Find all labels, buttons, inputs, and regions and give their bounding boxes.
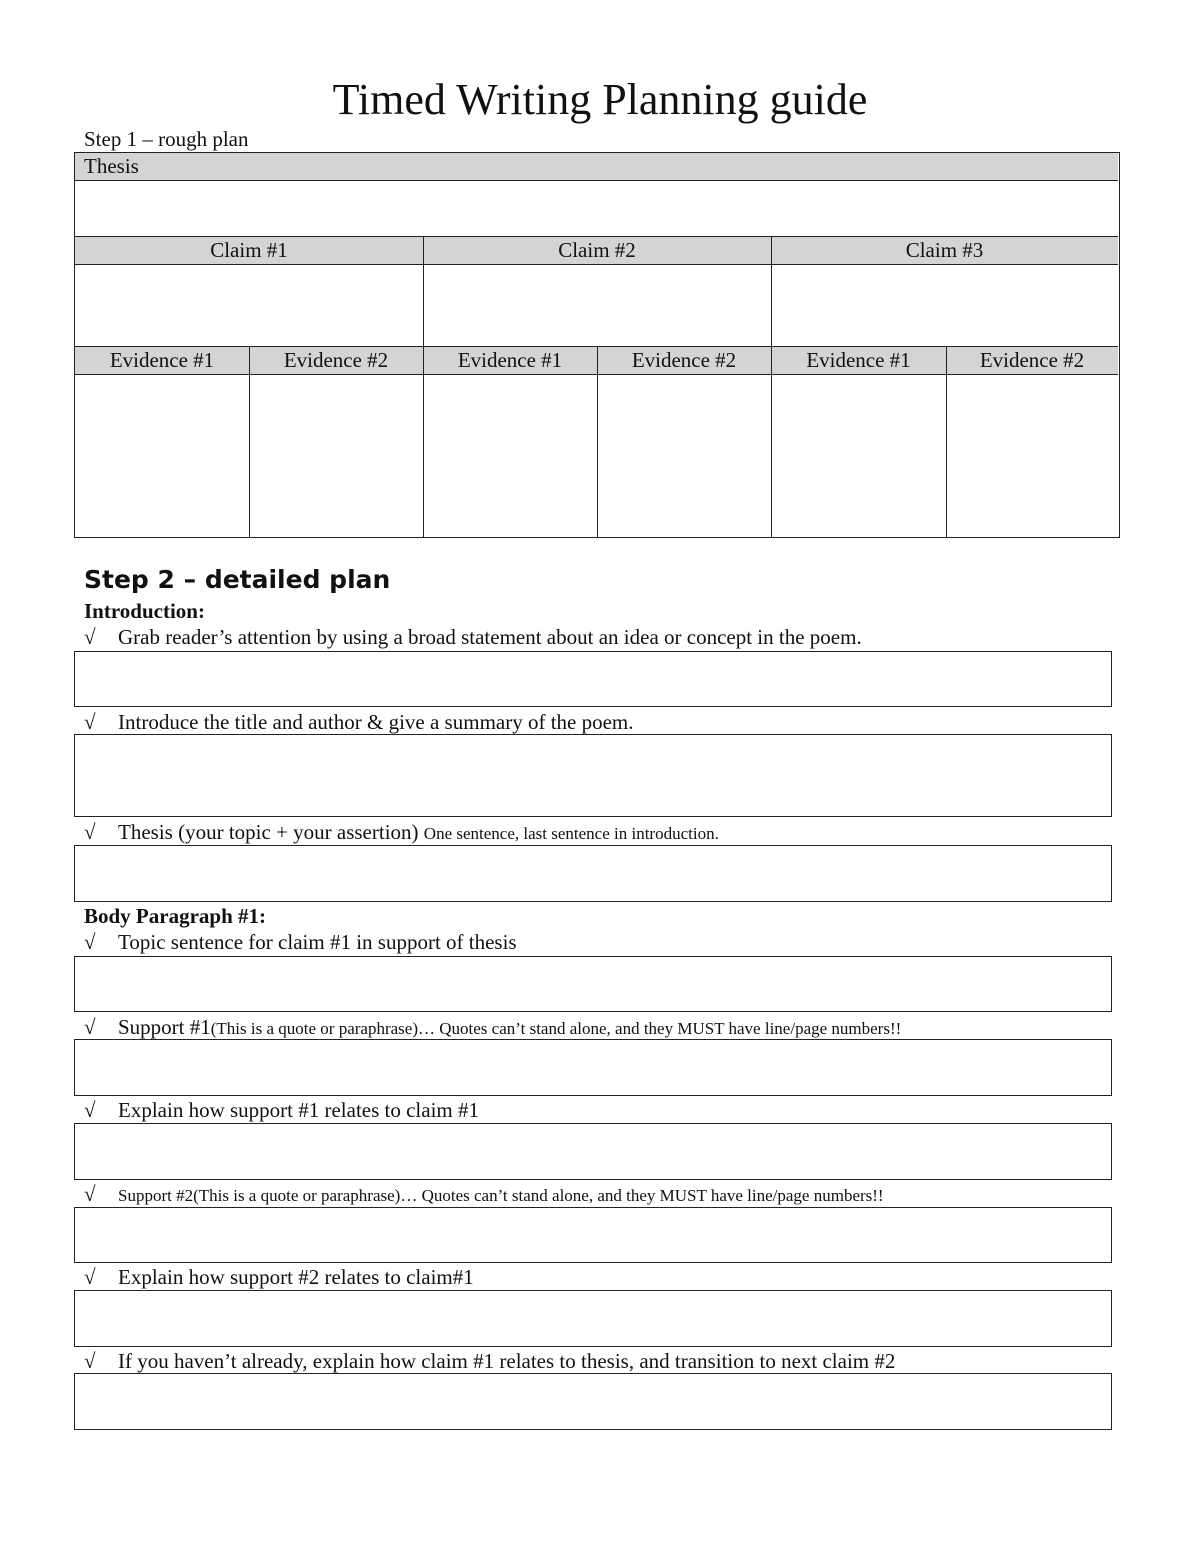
introduction-heading: Introduction: bbox=[84, 599, 205, 623]
body1-prompt-2-note: (This is a quote or paraphrase)… Quotes can’t stand alone, and they MUST have line/page numbers!! bbox=[210, 1019, 902, 1038]
check-icon: √ bbox=[84, 1265, 96, 1289]
evidence-cell-5[interactable] bbox=[771, 375, 946, 536]
intro-prompt-1-text: Grab reader’s attention by using a broad statement about an idea or concept in the poem. bbox=[118, 625, 862, 649]
body-paragraph-1-heading: Body Paragraph #1: bbox=[84, 904, 267, 928]
evidence-label: Evidence #1 bbox=[457, 348, 563, 372]
check-icon: √ bbox=[84, 930, 96, 954]
evidence-cell-2[interactable] bbox=[249, 375, 423, 536]
intro-summary-box[interactable] bbox=[74, 734, 1112, 817]
body1-prompt-2 bbox=[84, 1014, 901, 1042]
intro-attention-box[interactable] bbox=[74, 651, 1112, 707]
body1-support-1-box[interactable] bbox=[74, 1039, 1112, 1096]
claim-header-3 bbox=[771, 237, 1118, 265]
check-icon: √ bbox=[84, 820, 96, 844]
body1-support-2-box[interactable] bbox=[74, 1207, 1112, 1263]
intro-prompt-3-note: One sentence, last sentence in introduction. bbox=[423, 824, 719, 843]
body1-prompt-5-text: Explain how support #2 relates to claim#1 bbox=[118, 1265, 474, 1289]
evidence-header-6 bbox=[946, 347, 1118, 375]
claim-1-label: Claim #1 bbox=[210, 238, 288, 262]
check-icon: √ bbox=[84, 1098, 96, 1122]
intro-prompt-3-text: Thesis (your topic + your assertion) bbox=[118, 820, 424, 844]
claim-cell-2[interactable] bbox=[423, 265, 771, 346]
evidence-header-1 bbox=[75, 347, 249, 375]
body1-prompt-2-text: Support #1 bbox=[118, 1015, 211, 1039]
intro-prompt-2 bbox=[84, 709, 634, 735]
evidence-cell-6[interactable] bbox=[946, 375, 1118, 536]
body1-prompt-1 bbox=[84, 929, 517, 955]
thesis-header bbox=[75, 153, 1118, 181]
claim-2-label: Claim #2 bbox=[558, 238, 636, 262]
claim-3-label: Claim #3 bbox=[905, 238, 984, 262]
evidence-cell-4[interactable] bbox=[597, 375, 771, 536]
body1-prompt-1-text: Topic sentence for claim #1 in support of thesis bbox=[118, 930, 517, 954]
body1-prompt-4 bbox=[84, 1181, 884, 1209]
intro-prompt-1 bbox=[84, 624, 862, 650]
evidence-label: Evidence #2 bbox=[283, 348, 389, 372]
body1-prompt-3-text: Explain how support #1 relates to claim #1 bbox=[118, 1098, 480, 1122]
claim-header-1 bbox=[75, 237, 423, 265]
evidence-label: Evidence #1 bbox=[806, 348, 911, 372]
evidence-header-5 bbox=[771, 347, 946, 375]
body1-explain-1-box[interactable] bbox=[74, 1123, 1112, 1180]
step1-label: Step 1 – rough plan bbox=[84, 127, 249, 151]
body1-prompt-6 bbox=[84, 1348, 895, 1374]
intro-prompt-2-text: Introduce the title and author & give a summary of the poem. bbox=[118, 710, 634, 734]
page-title: Timed Writing Planning guide bbox=[332, 75, 868, 124]
check-icon: √ bbox=[84, 1015, 96, 1039]
claim-cell-3[interactable] bbox=[771, 265, 1118, 346]
check-icon: √ bbox=[84, 625, 96, 649]
thesis-header-label: Thesis bbox=[84, 154, 139, 178]
body1-explain-2-box[interactable] bbox=[74, 1290, 1112, 1347]
check-icon: √ bbox=[84, 1349, 96, 1373]
body1-transition-box[interactable] bbox=[74, 1373, 1112, 1430]
claim-cell-1[interactable] bbox=[75, 265, 423, 346]
step2-title: Step 2 – detailed plan bbox=[84, 565, 391, 594]
evidence-label: Evidence #1 bbox=[109, 348, 215, 372]
evidence-cell-3[interactable] bbox=[423, 375, 597, 536]
check-icon: √ bbox=[84, 1182, 96, 1206]
claim-header-2 bbox=[423, 237, 771, 265]
body1-prompt-3 bbox=[84, 1097, 479, 1123]
body1-prompt-4-text: Support #2(This is a quote or paraphrase)… Quotes can’t stand alone, and they MUST have line/page numbers!! bbox=[118, 1186, 884, 1205]
check-icon: √ bbox=[84, 710, 96, 734]
body1-prompt-6-text: If you haven’t already, explain how claim #1 relates to thesis, and transition to next claim #2 bbox=[118, 1349, 896, 1373]
rough-plan-table bbox=[74, 152, 1120, 538]
body1-topic-sentence-box[interactable] bbox=[74, 956, 1112, 1012]
evidence-header-4 bbox=[597, 347, 771, 375]
thesis-cell[interactable] bbox=[75, 181, 1118, 236]
evidence-label: Evidence #2 bbox=[979, 348, 1085, 372]
body1-prompt-5 bbox=[84, 1264, 474, 1290]
evidence-header-2 bbox=[249, 347, 423, 375]
evidence-label: Evidence #2 bbox=[631, 348, 737, 372]
evidence-header-3 bbox=[423, 347, 597, 375]
evidence-cell-1[interactable] bbox=[75, 375, 249, 536]
intro-thesis-box[interactable] bbox=[74, 845, 1112, 902]
intro-prompt-3 bbox=[84, 819, 719, 847]
